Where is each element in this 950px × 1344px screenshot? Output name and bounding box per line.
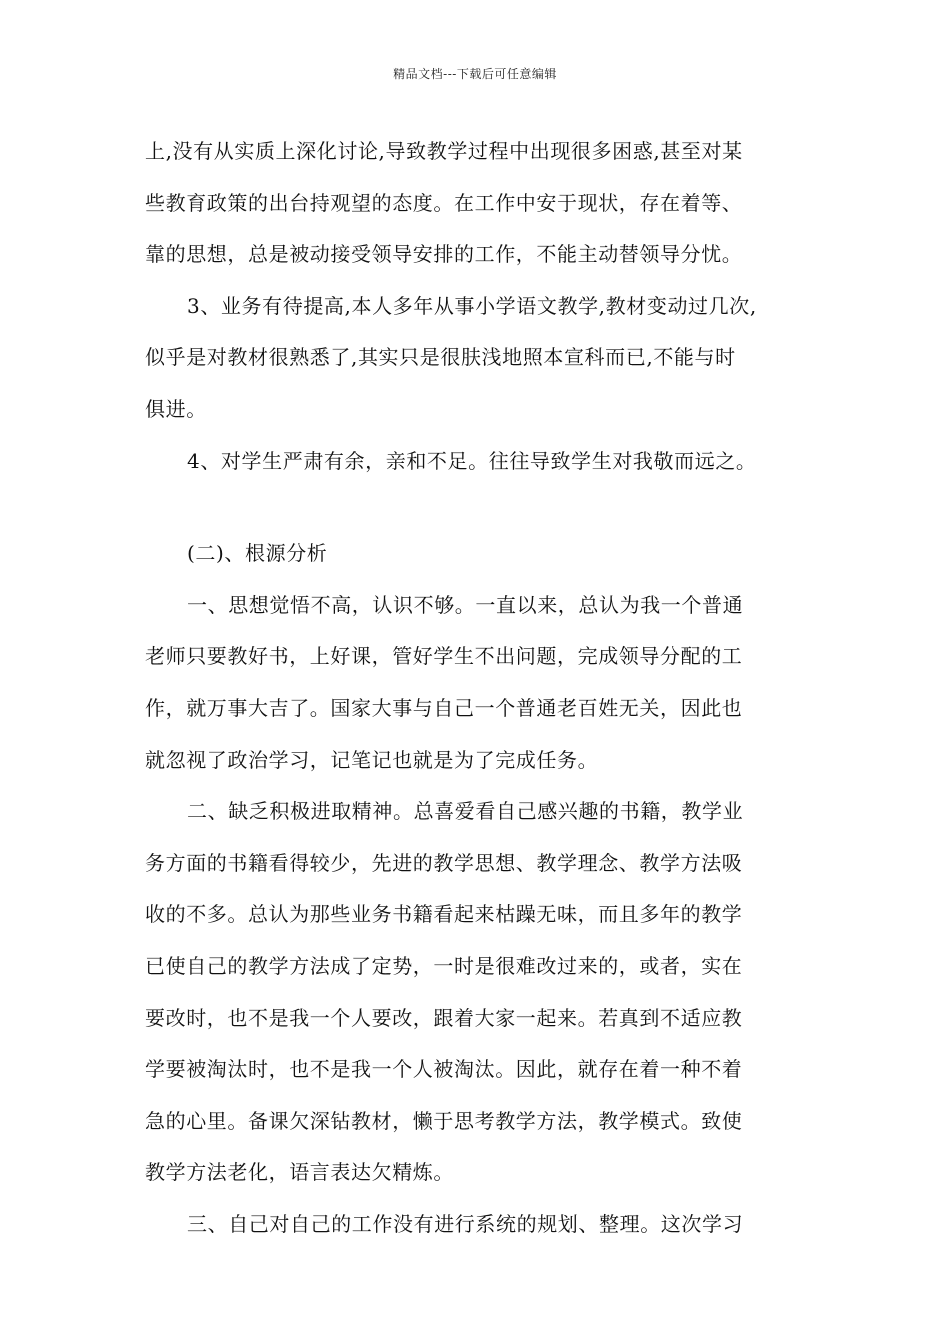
text-line: 似乎是对教材很熟悉了,其实只是很肤浅地照本宣科而已,不能与时 xyxy=(145,345,736,370)
text-line: 靠的思想，总是被动接受领导安排的工作，不能主动替领导分忧。 xyxy=(145,242,743,267)
text-line: 务方面的书籍看得较少，先进的教学思想、教学理念、教学方法吸 xyxy=(145,850,743,875)
text-line: 上,没有从实质上深化讨论,导致教学过程中出现很多困惑,甚至对某 xyxy=(145,139,743,163)
document-body xyxy=(145,133,815,1257)
text-line: 就忽视了政治学习，记笔记也就是为了完成任务。 xyxy=(145,747,599,772)
paragraph-start-line: 一、思想觉悟不高，认识不够。一直以来，总认为我一个普通 xyxy=(187,592,744,617)
paragraph-start-line: 三、自己对自己的工作没有进行系统的规划、整理。这次学习 xyxy=(187,1211,744,1236)
text-line: 急的心里。备课欠深钻教材，懒于思考教学方法，教学模式。致使 xyxy=(145,1108,743,1133)
text-line: 俱进。 xyxy=(145,396,207,421)
paragraph-start-line: 二、缺乏积极进取精神。总喜爱看自己感兴趣的书籍，教学业 xyxy=(187,799,744,824)
text-line: 老师只要教好书，上好课，管好学生不出问题，完成领导分配的工 xyxy=(145,644,743,669)
text-line: 些教育政策的出台持观望的态度。在工作中安于现状，存在着等、 xyxy=(145,190,743,215)
text-line: 已使自己的教学方法成了定势，一时是很难改过来的，或者，实在 xyxy=(145,953,743,978)
paragraph-start-line: 4、对学生严肃有余，亲和不足。往往导致学生对我敬而远之。 xyxy=(187,448,757,473)
paragraph-gap xyxy=(145,494,815,535)
text-line: 要改时，也不是我一个人要改，跟着大家一起来。若真到不适应教 xyxy=(145,1005,743,1030)
paragraph-start-line: 3、业务有待提高,本人多年从事小学语文教学,教材变动过几次, xyxy=(187,293,757,318)
section-heading: (二)、根源分析 xyxy=(187,541,328,566)
text-line: 作，就万事大吉了。国家大事与自己一个普通老百姓无关，因此也 xyxy=(145,695,743,720)
text-line: 收的不多。总认为那些业务书籍看起来枯躁无味，而且多年的教学 xyxy=(145,902,743,927)
text-line: 教学方法老化，语言表达欠精炼。 xyxy=(145,1160,454,1185)
text-line: 学要被淘汰时，也不是我一个人被淘汰。因此，就存在着一种不着 xyxy=(145,1057,743,1082)
page-header: 精品文档---下载后可任意编辑 xyxy=(393,67,557,81)
